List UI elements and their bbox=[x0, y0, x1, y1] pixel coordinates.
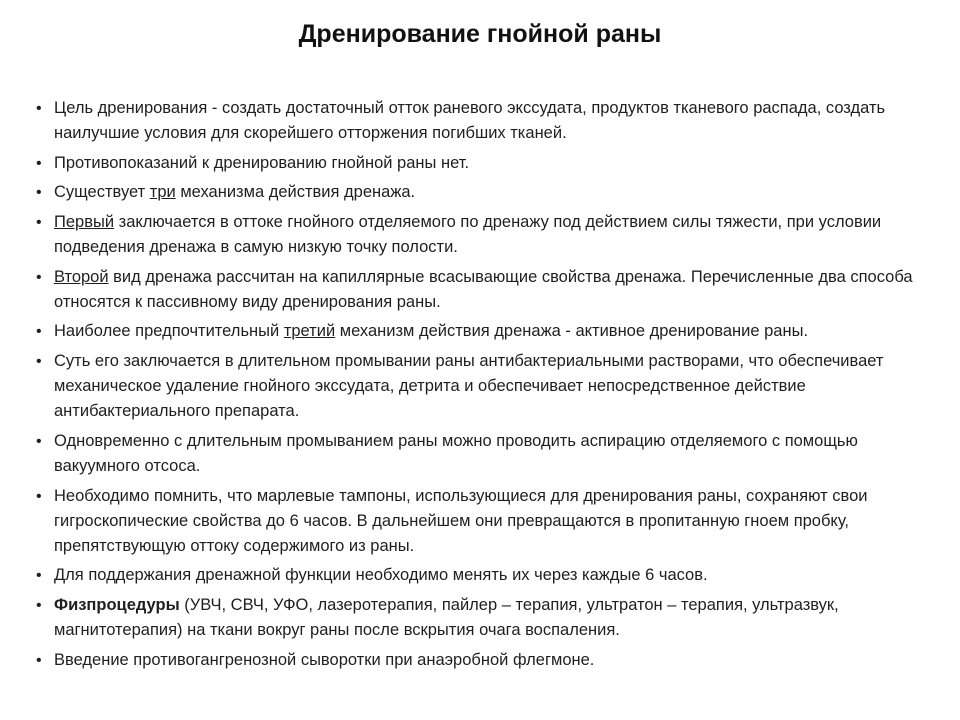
bullet-item bbox=[34, 210, 924, 260]
bullet-item bbox=[34, 180, 924, 205]
bullet-text: вид дренажа рассчитан на капиллярные всасывающие свойства дренажа. Перечисленные два способа относятся к пассивному виду дренирования раны. bbox=[54, 267, 913, 311]
bold-text: Физпроцедуры bbox=[54, 595, 180, 614]
bullet-list bbox=[34, 96, 924, 677]
bullet-item bbox=[34, 151, 924, 176]
bullet-item bbox=[34, 429, 924, 479]
bullet-text: Наиболее предпочтительный bbox=[54, 322, 284, 341]
bullet-text: Одновременно с длительным промыванием раны можно проводить аспирацию отделяемого с помощью вакуумного отсоса. bbox=[54, 431, 858, 475]
bullet-item bbox=[34, 593, 924, 643]
bullet-text: заключается в оттоке гнойного отделяемого по дренажу под действием силы тяжести, при условии подведения дренажа в самую низкую точку полости. bbox=[54, 213, 882, 257]
bullet-item bbox=[34, 484, 924, 559]
bullet-text: механизма действия дренажа. bbox=[175, 183, 416, 202]
bullet-item bbox=[34, 96, 924, 146]
bullet-item bbox=[34, 349, 924, 424]
bullet-text: механизм действия дренажа - активное дренирование раны. bbox=[335, 322, 809, 341]
bullet-text: Существует bbox=[54, 183, 150, 202]
slide-title: Дренирование гнойной раны bbox=[298, 20, 662, 48]
bullet-text: Необходимо помнить, что марлевые тампоны, использующиеся для дренирования раны, сохраняют свои гигроскопические свойства до 6 часов. В дальнейшем они превращаются в пропитанную гноем пробку, препятствующую оттоку содержимого из раны. bbox=[54, 486, 868, 555]
underlined-text: Первый bbox=[54, 213, 115, 232]
bullet-item bbox=[34, 265, 924, 315]
bullet-text: Введение противогангренозной сыворотки при анаэробной флегмоне. bbox=[54, 650, 595, 669]
bullet-item bbox=[34, 563, 924, 588]
underlined-text: третий bbox=[283, 322, 336, 341]
bullet-text: Противопоказаний к дренированию гнойной раны нет. bbox=[54, 153, 470, 172]
bullet-text: Цель дренирования - создать достаточный отток раневого экссудата, продуктов тканевого распада, создать наилучшие условия для скорейшего отторжения погибших тканей. bbox=[54, 99, 886, 142]
underlined-text: три bbox=[149, 183, 176, 202]
bullet-text: Для поддержания дренажной функции необходимо менять их через каждые 6 часов. bbox=[54, 566, 708, 585]
bullet-text: (УВЧ, СВЧ, УФО, лазеротерапия, пайлер – терапия, ультратон – терапия, ультразвук, магнитотерапия) на ткани вокруг раны после вскрытия очага воспаления. bbox=[54, 595, 839, 639]
underlined-text: Второй bbox=[54, 267, 109, 286]
bullet-text: Суть его заключается в длительном промывании раны антибактериальными растворами, что обеспечивает механическое удаление гнойного экссудата, детрита и обеспечивает непосредственное действие антибактериального препарата. bbox=[54, 352, 884, 421]
bullet-item bbox=[34, 648, 924, 673]
bullet-item bbox=[34, 319, 924, 344]
